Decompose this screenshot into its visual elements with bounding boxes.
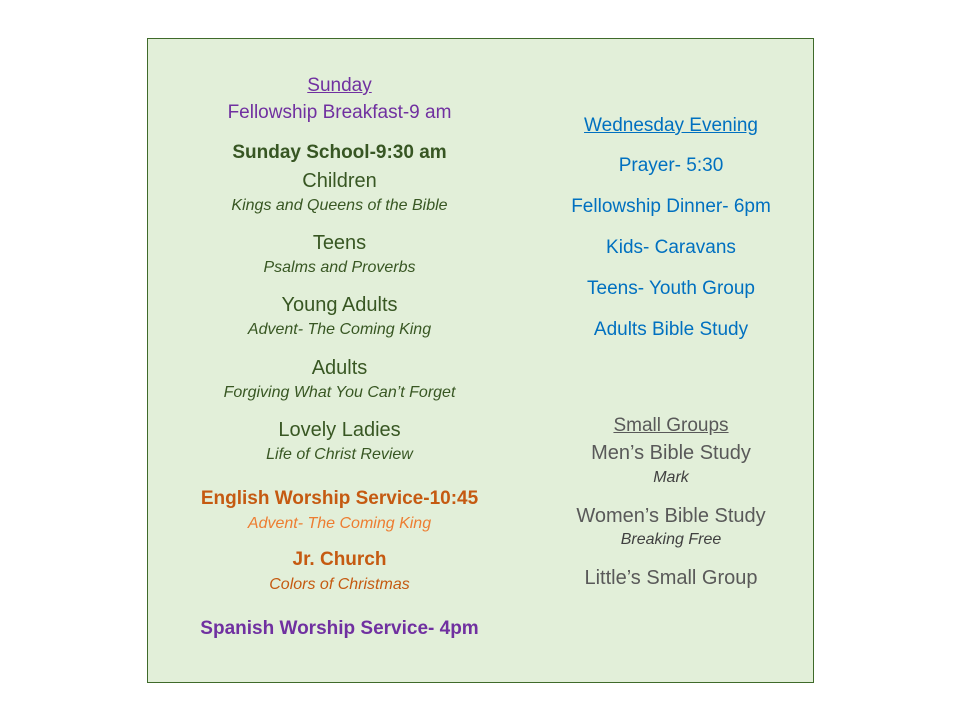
class-name-lovely-ladies: Lovely Ladies bbox=[278, 419, 401, 441]
english-worship-service: English Worship Service-10:45 bbox=[200, 488, 479, 509]
wednesday-item: Fellowship Dinner- 6pm bbox=[571, 196, 771, 217]
small-group-topic: Breaking Free bbox=[620, 531, 722, 548]
wednesday-item: Kids- Caravans bbox=[606, 237, 736, 258]
wednesday-item: Adults Bible Study bbox=[593, 319, 749, 340]
class-topic-adults: Forgiving What You Can’t Forget bbox=[223, 384, 456, 401]
schedule-panel bbox=[147, 38, 814, 683]
jr-church-topic: Colors of Christmas bbox=[269, 576, 410, 593]
jr-church: Jr. Church bbox=[292, 549, 387, 570]
class-name-young-adults: Young Adults bbox=[281, 294, 398, 316]
spanish-worship-service: Spanish Worship Service- 4pm bbox=[200, 618, 479, 639]
sunday-heading: Sunday bbox=[307, 75, 372, 96]
wednesday-heading: Wednesday Evening bbox=[584, 115, 758, 136]
small-groups-heading: Small Groups bbox=[613, 415, 729, 436]
small-group-topic: Mark bbox=[653, 469, 689, 486]
class-topic-lovely-ladies: Life of Christ Review bbox=[266, 446, 413, 463]
fellowship-breakfast: Fellowship Breakfast-9 am bbox=[227, 102, 452, 123]
sunday-school-heading: Sunday School-9:30 am bbox=[232, 142, 447, 163]
wednesday-item: Teens- Youth Group bbox=[587, 278, 755, 299]
small-group-name: Men’s Bible Study bbox=[591, 442, 751, 464]
class-topic-children: Kings and Queens of the Bible bbox=[231, 197, 448, 214]
class-name-children: Children bbox=[302, 170, 377, 192]
small-group-name: Little’s Small Group bbox=[584, 567, 758, 589]
class-name-adults: Adults bbox=[311, 357, 368, 379]
wednesday-item: Prayer- 5:30 bbox=[618, 155, 724, 176]
small-group-name: Women’s Bible Study bbox=[576, 505, 766, 527]
english-worship-topic: Advent- The Coming King bbox=[247, 515, 432, 532]
class-name-teens: Teens bbox=[312, 232, 367, 254]
class-topic-young-adults: Advent- The Coming King bbox=[247, 321, 432, 338]
class-topic-teens: Psalms and Proverbs bbox=[263, 259, 416, 276]
